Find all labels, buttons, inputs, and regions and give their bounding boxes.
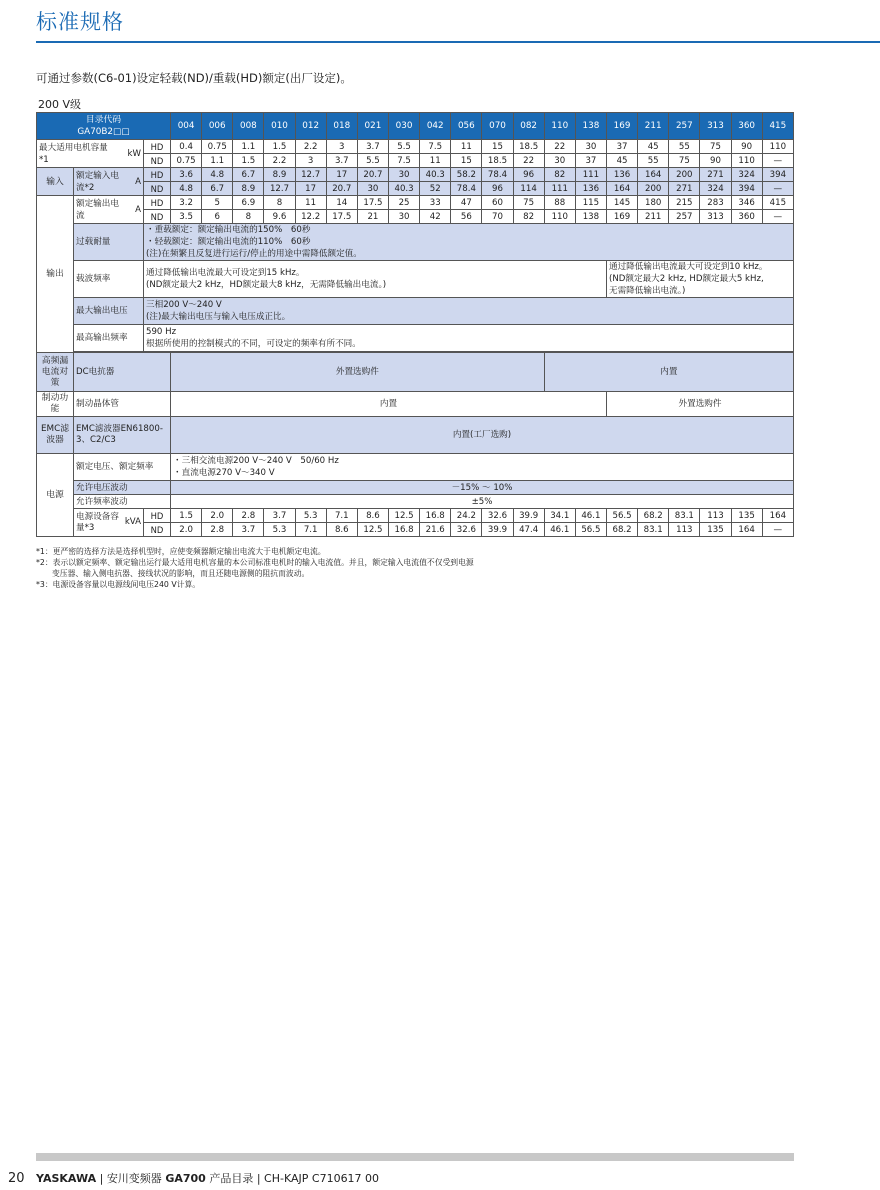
rated-output-label: 额定输出电流 A [74, 196, 144, 224]
rated-input-label: 额定输入电流*2 A [74, 168, 144, 196]
value-cell: 6.9 [233, 196, 264, 210]
value-cell: 145 [606, 196, 637, 210]
kva-hd-row: 电源设备容量*3 kVA HD 1.5 2.0 2.8 3.7 5.3 7.1 8.6 12.5 16.8 24.2 32.6 39.9 34.1 46.1 56.5 68.2 83.1 113 135 164 [37, 509, 794, 523]
value-cell: 136 [606, 168, 637, 182]
value-cell: 0.75 [202, 140, 233, 154]
value-cell: 18.5 [513, 140, 544, 154]
value-cell: — [762, 154, 793, 168]
value-cell: 394 [762, 168, 793, 182]
brand: YASKAWA [36, 1172, 97, 1185]
value-cell: 58.2 [451, 168, 482, 182]
value-cell: 68.2 [606, 523, 637, 537]
footnote-2: *2：表示以额定频率、额定输出运行最大适用电机容量的本公司标准电机时的输入电流值。并且，额定输入电流值不仅受到电源 [36, 558, 474, 567]
value-cell: 15 [451, 154, 482, 168]
value-cell: 22 [513, 154, 544, 168]
braking-row: 制动功能 制动晶体管 内置 外置选购件 [37, 392, 794, 417]
value-cell: 24.2 [451, 509, 482, 523]
model-header: 257 [669, 113, 700, 140]
value-cell: 83.1 [669, 509, 700, 523]
value-cell: 200 [638, 182, 669, 196]
value-cell: 8 [264, 196, 295, 210]
value-cell: 1.5 [171, 509, 202, 523]
footer-bar [36, 1153, 794, 1161]
value-cell: 34.1 [544, 509, 575, 523]
value-cell: 164 [762, 509, 793, 523]
model-header: 360 [731, 113, 762, 140]
value-cell: 30 [389, 210, 420, 224]
value-cell: 20.7 [357, 168, 388, 182]
value-cell: 20.7 [326, 182, 357, 196]
value-cell: 135 [700, 523, 731, 537]
value-cell: 56.5 [606, 509, 637, 523]
output-hd-row: 输出 额定输出电流 A HD 3.2 5 6.9 8 11 14 17.5 25 33 47 60 75 88 115 145 180 215 283 346 415 [37, 196, 794, 210]
value-cell: 4.8 [171, 182, 202, 196]
value-cell: 70 [482, 210, 513, 224]
value-cell: 271 [700, 168, 731, 182]
value-cell: 39.9 [513, 509, 544, 523]
value-cell: 32.6 [482, 509, 513, 523]
model-header: 012 [295, 113, 326, 140]
value-cell: 55 [638, 154, 669, 168]
value-cell: 6 [202, 210, 233, 224]
value-cell: 257 [669, 210, 700, 224]
value-cell: 138 [575, 210, 606, 224]
value-cell: 78.4 [482, 168, 513, 182]
value-cell: 3.5 [171, 210, 202, 224]
value-cell: 16.8 [389, 523, 420, 537]
model-header: 082 [513, 113, 544, 140]
value-cell: 11 [420, 154, 451, 168]
value-cell: 88 [544, 196, 575, 210]
value-cell: 0.4 [171, 140, 202, 154]
supply-row: 电源 额定电压、额定频率 ・三相交流电源200 V～240 V 50/60 Hz ・直流电源270 V～340 V [37, 454, 794, 481]
value-cell: 2.0 [171, 523, 202, 537]
value-cell: 211 [638, 210, 669, 224]
value-cell: 17 [295, 182, 326, 196]
value-cell: 83.1 [638, 523, 669, 537]
input-hd-row: 输入 额定输入电流*2 A HD 3.6 4.8 6.7 8.9 12.7 17 20.7 30 40.3 58.2 78.4 96 82 111 136 164 200 271 324 394 [37, 168, 794, 182]
model-header: 004 [171, 113, 202, 140]
value-cell: 114 [513, 182, 544, 196]
value-cell: 11 [295, 196, 326, 210]
value-cell: 215 [669, 196, 700, 210]
value-cell: 75 [513, 196, 544, 210]
value-cell: — [762, 182, 793, 196]
value-cell: 12.5 [389, 509, 420, 523]
value-cell: 21.6 [420, 523, 451, 537]
value-cell: 313 [700, 210, 731, 224]
series-label: 200 V级 [38, 98, 82, 111]
value-cell: 415 [762, 196, 793, 210]
value-cell: 68.2 [638, 509, 669, 523]
value-cell: 8.9 [264, 168, 295, 182]
model-header: 008 [233, 113, 264, 140]
value-cell: 271 [669, 182, 700, 196]
model-header: 056 [451, 113, 482, 140]
model-header: 169 [606, 113, 637, 140]
max-motor-label: 最大适用电机容量*1 kW [37, 140, 144, 168]
value-cell: 33 [420, 196, 451, 210]
value-cell: 2.8 [233, 509, 264, 523]
value-cell: 110 [731, 154, 762, 168]
value-cell: 55 [669, 140, 700, 154]
model-header: 138 [575, 113, 606, 140]
value-cell: 7.5 [420, 140, 451, 154]
value-cell: 37 [575, 154, 606, 168]
value-cell: 136 [575, 182, 606, 196]
value-cell: — [762, 523, 793, 537]
value-cell: 56.5 [575, 523, 606, 537]
voltage-fluct-row: 允许电压波动 －15% ～ 10% [37, 481, 794, 495]
value-cell: 8 [233, 210, 264, 224]
motor-nd-row: ND 0.75 1.1 1.5 2.2 3 3.7 5.5 7.5 11 15 18.5 22 30 37 45 55 75 90 110 — [37, 154, 794, 168]
model-header: 006 [202, 113, 233, 140]
value-cell: 115 [575, 196, 606, 210]
value-cell: 2.2 [264, 154, 295, 168]
model-header: 415 [762, 113, 793, 140]
value-cell: 9.6 [264, 210, 295, 224]
value-cell: 3.7 [233, 523, 264, 537]
value-cell: 25 [389, 196, 420, 210]
model-header: 030 [389, 113, 420, 140]
value-cell: 12.2 [295, 210, 326, 224]
value-cell: 12.7 [295, 168, 326, 182]
max-voltage-text: 三相200 V～240 V (注)最大输出电压与输入电压成正比。 [144, 298, 794, 325]
model-header: 070 [482, 113, 513, 140]
value-cell: 12.7 [264, 182, 295, 196]
value-cell: 45 [638, 140, 669, 154]
intro-text: 可通过参数(C6-01)设定轻载(ND)/重载(HD)额定(出厂设定)。 [36, 71, 352, 85]
title-underline [36, 41, 880, 43]
value-cell: 78.4 [451, 182, 482, 196]
value-cell: 1.1 [233, 140, 264, 154]
model-header: 211 [638, 113, 669, 140]
value-cell: 17.5 [357, 196, 388, 210]
page-number: 20 [8, 1171, 25, 1186]
value-cell: 2.8 [202, 523, 233, 537]
freq-fluct-row: 允许频率波动 ±5% [37, 495, 794, 509]
value-cell: 135 [731, 509, 762, 523]
catalog-code: CH-KAJP C710617 00 [264, 1172, 380, 1185]
kva-nd-row: ND 2.0 2.8 3.7 5.3 7.1 8.6 12.5 16.8 21.6 32.6 39.9 47.4 46.1 56.5 68.2 83.1 113 135 164 — [37, 523, 794, 537]
value-cell: 6.7 [233, 168, 264, 182]
spec-table [36, 112, 794, 537]
emc-row: EMC滤波器 EMC滤波器EN61800-3、C2/C3 内置(工厂选购) [37, 417, 794, 454]
value-cell: 21 [357, 210, 388, 224]
value-cell: 2.2 [295, 140, 326, 154]
output-nd-row: ND 3.5 6 8 9.6 12.2 17.5 21 30 42 56 70 82 110 138 169 211 257 313 360 — [37, 210, 794, 224]
value-cell: 47.4 [513, 523, 544, 537]
max-freq-row: 最高输出频率 590 Hz 根据所使用的控制模式的不同，可设定的频率有所不同。 [37, 325, 794, 352]
model-header: 018 [326, 113, 357, 140]
overload-row: 过载耐量 ・重载额定：额定输出电流的150% 60秒 ・轻载额定：额定输出电流的110% 60秒 (注)在频繁且反复进行运行/停止的用途中需降低额定值。 [37, 224, 794, 261]
value-cell: 3.7 [326, 154, 357, 168]
value-cell: 3.7 [357, 140, 388, 154]
value-cell: 5.5 [389, 140, 420, 154]
value-cell: 111 [575, 168, 606, 182]
value-cell: 75 [700, 140, 731, 154]
value-cell: 90 [731, 140, 762, 154]
value-cell: 56 [451, 210, 482, 224]
value-cell: 22 [544, 140, 575, 154]
value-cell: 75 [669, 154, 700, 168]
value-cell: 16.8 [420, 509, 451, 523]
value-cell: 2.0 [202, 509, 233, 523]
input-nd-row: ND 4.8 6.7 8.9 12.7 17 20.7 30 40.3 52 78.4 96 114 111 136 164 200 271 324 394 — [37, 182, 794, 196]
model-header: 313 [700, 113, 731, 140]
model-header: 010 [264, 113, 295, 140]
value-cell: 3 [295, 154, 326, 168]
value-cell: 3.6 [171, 168, 202, 182]
value-cell: 113 [700, 509, 731, 523]
value-cell: 12.5 [357, 523, 388, 537]
power-capacity-label: 电源设备容量*3 kVA [74, 509, 144, 537]
harmonic-row: 高频漏电流对策 DC电抗器 外置选购件 内置 [37, 353, 794, 392]
value-cell: 324 [700, 182, 731, 196]
model-header: 042 [420, 113, 451, 140]
value-cell: 30 [389, 168, 420, 182]
value-cell: 7.1 [295, 523, 326, 537]
value-cell: 164 [638, 168, 669, 182]
value-cell: 169 [606, 210, 637, 224]
value-cell: 30 [575, 140, 606, 154]
page-title: 标准规格 [36, 10, 124, 34]
value-cell: 3 [326, 140, 357, 154]
footer: 20 YASKAWA | 安川变频器 GA700 产品目录 | CH-KAJP C710617 00 [8, 1171, 380, 1186]
value-cell: 8.6 [326, 523, 357, 537]
value-cell: 111 [544, 182, 575, 196]
value-cell: 200 [669, 168, 700, 182]
value-cell: 40.3 [389, 182, 420, 196]
supply-text: ・三相交流电源200 V～240 V 50/60 Hz ・直流电源270 V～340 V [171, 454, 794, 481]
value-cell: 30 [357, 182, 388, 196]
value-cell: 37 [606, 140, 637, 154]
model-header: 021 [357, 113, 388, 140]
value-cell: 164 [606, 182, 637, 196]
value-cell: 5.5 [357, 154, 388, 168]
value-cell: 42 [420, 210, 451, 224]
max-freq-text: 590 Hz 根据所使用的控制模式的不同，可设定的频率有所不同。 [144, 325, 794, 352]
catalog-code-header: 目录代码 GA70B2□□ [37, 113, 171, 140]
value-cell: 32.6 [451, 523, 482, 537]
value-cell: 96 [482, 182, 513, 196]
value-cell: 1.5 [233, 154, 264, 168]
value-cell: 6.7 [202, 182, 233, 196]
value-cell: 164 [731, 523, 762, 537]
value-cell: 46.1 [544, 523, 575, 537]
model-name: GA700 [165, 1172, 206, 1185]
value-cell: 283 [700, 196, 731, 210]
value-cell: 3.2 [171, 196, 202, 210]
value-cell: 110 [544, 210, 575, 224]
value-cell: 4.8 [202, 168, 233, 182]
model-header: 110 [544, 113, 575, 140]
value-cell: 3.7 [264, 509, 295, 523]
value-cell: 1.1 [202, 154, 233, 168]
value-cell: 47 [451, 196, 482, 210]
value-cell: 180 [638, 196, 669, 210]
footnote-2-cont: 变压器、输入侧电抗器、接线状况的影响，而且还随电源侧的阻抗而波动。 [52, 569, 310, 578]
value-cell: 82 [544, 168, 575, 182]
value-cell: 60 [482, 196, 513, 210]
value-cell: 90 [700, 154, 731, 168]
header-row [37, 113, 794, 140]
value-cell: 17 [326, 168, 357, 182]
value-cell: — [762, 210, 793, 224]
value-cell: 8.6 [357, 509, 388, 523]
value-cell: 394 [731, 182, 762, 196]
motor-hd-row: 最大适用电机容量*1 kW HD 0.4 0.75 1.1 1.5 2.2 3 3.7 5.5 7.5 11 15 18.5 22 30 37 45 55 75 90 110 [37, 140, 794, 154]
value-cell: 52 [420, 182, 451, 196]
overload-text: ・重载额定：额定输出电流的150% 60秒 ・轻载额定：额定输出电流的110% 60秒 (注)在频繁且反复进行运行/停止的用途中需降低额定值。 [144, 224, 794, 261]
value-cell: 17.5 [326, 210, 357, 224]
value-cell: 30 [544, 154, 575, 168]
carrier-text-a: 通过降低输出电流最大可设定到15 kHz。 (ND额定最大2 kHz，HD额定最大8 kHz，无需降低输出电流。) [144, 261, 607, 298]
value-cell: 18.5 [482, 154, 513, 168]
value-cell: 7.5 [389, 154, 420, 168]
max-voltage-row: 最大输出电压 三相200 V～240 V (注)最大输出电压与输入电压成正比。 [37, 298, 794, 325]
value-cell: 110 [762, 140, 793, 154]
carrier-row: 载波频率 通过降低输出电流最大可设定到15 kHz。 (ND额定最大2 kHz，HD额定最大8 kHz，无需降低输出电流。) 通过降低输出电流最大可设定到10 kHz。 (ND额定最大2 kHz, HD额定最大5 kHz, 无需降低输出电流。) [37, 261, 794, 298]
value-cell: 7.1 [326, 509, 357, 523]
value-cell: 45 [606, 154, 637, 168]
footnote-3: *3：电源设备容量以电源线间电压240 V计算。 [36, 580, 201, 589]
value-cell: 96 [513, 168, 544, 182]
value-cell: 82 [513, 210, 544, 224]
value-cell: 39.9 [482, 523, 513, 537]
value-cell: 40.3 [420, 168, 451, 182]
value-cell: 5 [202, 196, 233, 210]
value-cell: 5.3 [295, 509, 326, 523]
footnote-1: *1：更严密的选择方法是选择机型时，应使变频器额定输出电流大于电机额定电流。 [36, 547, 326, 556]
value-cell: 113 [669, 523, 700, 537]
value-cell: 1.5 [264, 140, 295, 154]
value-cell: 15 [482, 140, 513, 154]
value-cell: 46.1 [575, 509, 606, 523]
value-cell: 0.75 [171, 154, 202, 168]
carrier-text-b: 通过降低输出电流最大可设定到10 kHz。 (ND额定最大2 kHz, HD额定最大5 kHz, 无需降低输出电流。) [606, 261, 793, 298]
value-cell: 360 [731, 210, 762, 224]
value-cell: 14 [326, 196, 357, 210]
value-cell: 5.3 [264, 523, 295, 537]
value-cell: 324 [731, 168, 762, 182]
value-cell: 346 [731, 196, 762, 210]
value-cell: 11 [451, 140, 482, 154]
value-cell: 8.9 [233, 182, 264, 196]
